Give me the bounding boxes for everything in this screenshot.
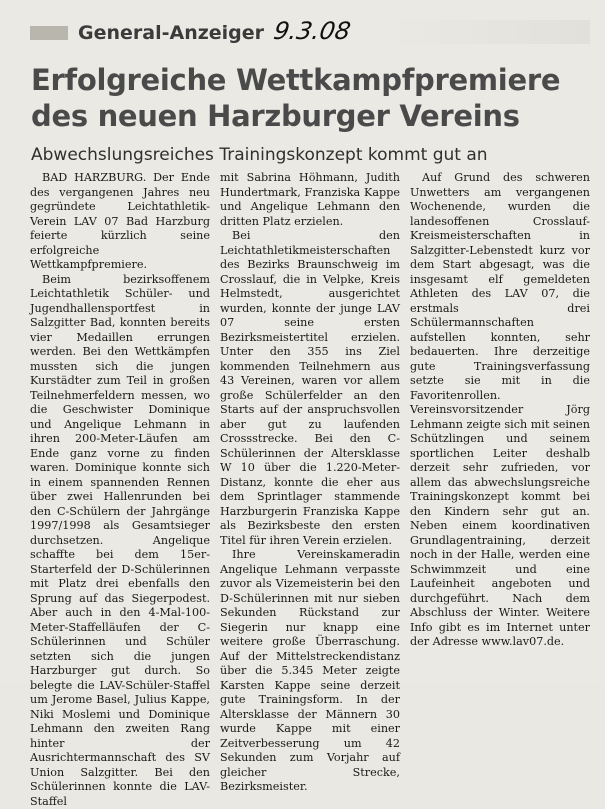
paragraph: Beim bezirksoffenem Leichtathletik Schüler- und Jugendhallensportfest in Salzgitter Bad, konnten bereits vier Medaillen errungen werden. Bei den Wettkämpfen mussten sich die jungen Kurstädter zum Teil in großen Teilnehmerfeldern messen, wo die Geschwister Dominique und Angelique Lehmann in ihren 200-Meter-Läufen am Ende ganz vorne zu finden waren. Dominique konnte sich in einem spannenden Rennen über zwei Hallenrunden bei den C-Schülern der Jahrgänge 1997/1998 als Gesamtsieger durchsetzen. Angelique schaffte bei dem 15er-Starterfeld der D-Schülerinnen mit Platz drei ebenfalls den Sprung auf das Siegerpodest. Aber auch in den 4-Mal-100-Meter-Staffelläufen der C-Schülerinnen und Schüler setzten sich die jungen Harzburger gut durch. So belegte die LAV-Schüler-Staffel um Jerome Basel, Julius Kappe, Niki Moslemi und Dominique Lehmann den zweiten Rang hinter der Ausrichtermannschaft des SV Union Salzgitter. Bei den Schülerinnen konnte die LAV-Staffel [30,273,210,809]
paragraph: Auf Grund des schweren Unwetters am vergangenen Wochenende, wurden die landesoffenen Crosslauf-Kreismeisterschaften in Salzgitter-Lebenstedt kurz vor dem Start abgesagt, was die insgesamt elf gemeldeten Athleten des LAV 07, die erstmals drei Schülermannschaften aufstellen konnten, sehr bedauerten. Ihre derzeitige gute Trainingsverfassung setzte sie mit in die Favoritenrollen. Vereinsvorsitzender Jörg Lehmann zeigte sich mit seinen Schützlingen und seinem sportlichen Leiter deshalb derzeit sehr zufrieden, vor allem das abwechslungsreiche Trainingskonzept kommt bei den Kindern sehr gut an. Neben einem koordinativen Grundlagentraining, derzeit noch in der Halle, werden eine Schwimmzeit und eine Laufeinheit angeboten und durchgeführt. Nach dem Abschluss der Winter. Weitere Info gibt es im Internet unter der Adresse www.lav07.de. [410,171,590,650]
paragraph: mit Sabrina Höhmann, Judith Hundertmark, Franziska Kappe und Angelique Lehmann den dritten Platz erzielen. [220,171,400,229]
paragraph: Bei den Leichtathletikmeisterschaften des Bezirks Braunschweig im Crosslauf, die in Velpke, Kreis Helmstedt, ausgerichtet wurden, konnte der junge LAV 07 seine ersten Bezirksmeistertitel erzielen. Unter den 355 ins Ziel kommenden Teilnehmern aus 43 Vereinen, waren vor allem große Schülerfelder an den Starts auf der anspruchsvollen aber gut zu laufenden Crossstrecke. Bei den C-Schülerinnen der Altersklasse W 10 über die 1.220-Meter-Distanz, konnte die eher aus dem Sprintlager stammende Harzburgerin Franziska Kappe als Bezirksbeste den ersten Titel für ihren Verein erzielen. [220,229,400,548]
article-headline: Erfolgreiche Wettkampfpremiere des neuen Harzburger Vereins [31,62,591,134]
paragraph: BAD HARZBURG. Der Ende des vergangenen Jahres neu gegründete Leichtathletik-Verein LAV 07 Bad Harzburg feierte kürzlich seine erfolgreiche Wettkampfpremiere. [30,171,210,273]
source-mark [30,26,68,40]
paragraph: Ihre Vereinskameradin Angelique Lehmann verpasste zuvor als Vizemeisterin bei den D-Schülerinnen mit nur sieben Sekunden Rückstand zur Siegerin nur knapp eine weitere große Überraschung. Auf der Mittelstreckendistanz über die 5.345 Meter zeigte Karsten Kappe seine derzeit gute Trainingsform. In der Altersklasse der Männern 30 wurde Kappe mit einer Zeitverbesserung um 42 Sekunden zum Vorjahr auf gleicher Strecke, Bezirksmeister. [220,548,400,795]
header-fade [390,20,590,44]
source-bar [30,20,350,46]
article-subheadline: Abwechslungsreiches Trainingskonzept kommt gut an [31,145,591,165]
article-body [30,171,590,671]
handwritten-date: 9.3.08 [272,17,353,45]
column-2 [220,171,400,671]
newspaper-name: General-Anzeiger [78,22,264,44]
column-1 [30,171,210,671]
column-3 [410,171,590,671]
